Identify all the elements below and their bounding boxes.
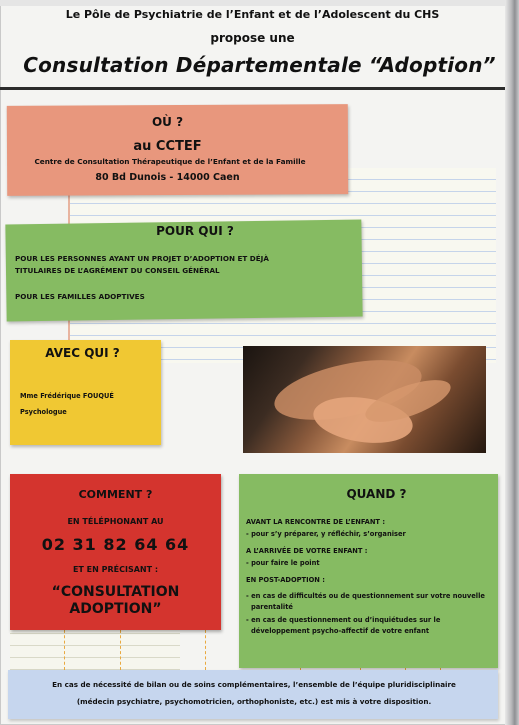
page-title: Consultation Départementale “Adoption” [23,53,496,77]
for-whom-line: TITULAIRES DE L’AGRÉMENT DU CONSEIL GÉNÉRAL [15,266,220,275]
footer-note-card [8,670,498,719]
dashed-line [64,630,65,670]
how-line: ET EN PRÉCISANT : [72,565,159,574]
footer-note-line: En cas de nécessité de bilan ou de soins complémentaires, l’ensemble de l’équipe pluridisciplinaire [52,680,456,689]
where-full-name: Centre de Consultation Thérapeutique de l’Enfant et de la Famille [34,157,306,166]
for-whom-line: POUR LES FAMILLES ADOPTIVES [15,292,145,301]
for-whom-line: POUR LES PERSONNES AYANT UN PROJET D’ADOPTION ET DÉJÀ [15,254,269,263]
how-title: COMMENT ? [78,488,153,501]
how-keyword: “CONSULTATION [51,584,180,600]
where-title: OÙ ? [151,115,184,129]
right-edge-strip [505,0,519,725]
when-item: - en cas de questionnement ou d’inquiétudes sur le [246,616,441,624]
title-rule [0,87,505,90]
when-item-continued: parentalité [251,603,293,611]
hands-photo [243,346,486,453]
how-line: EN TÉLÉPHONANT AU [67,517,164,526]
phone-number: 02 31 82 64 64 [41,535,190,554]
header-subtitle: propose une [210,31,295,45]
when-item-continued: développement psycho-affectif de votre enfant [251,627,430,635]
where-name: au CCTEF [133,139,202,154]
when-heading: AVANT LA RENCONTRE DE L’ENFANT : [246,518,385,526]
with-whom-role: Psychologue [20,408,67,416]
with-whom-title: AVEC QUI ? [45,346,120,360]
footer-note-line: (médecin psychiatre, psychomotricien, orthophoniste, etc.) est mis à votre disposition. [76,697,432,706]
when-card [239,474,498,668]
dashed-line [120,630,121,670]
when-item: - en cas de difficultés ou de questionnement sur votre nouvelle [246,592,485,600]
when-title: QUAND ? [346,487,407,501]
with-whom-name: Mme Frédérique FOUQUÉ [20,392,114,400]
header-organization: Le Pôle de Psychiatrie de l’Enfant et de l’Adolescent du CHS [65,8,440,21]
when-heading: A L’ARRIVÉE DE VOTRE ENFANT : [246,547,368,555]
when-item: - pour s’y préparer, y réfléchir, s’organiser [246,530,406,538]
top-strip [0,0,505,6]
where-address: 80 Bd Dunois - 14000 Caen [95,172,240,183]
how-keyword: ADOPTION” [69,601,162,617]
for-whom-title: POUR QUI ? [156,224,234,238]
when-item: - pour faire le point [246,559,320,567]
dashed-line [205,630,206,670]
when-heading: EN POST-ADOPTION : [246,576,325,584]
